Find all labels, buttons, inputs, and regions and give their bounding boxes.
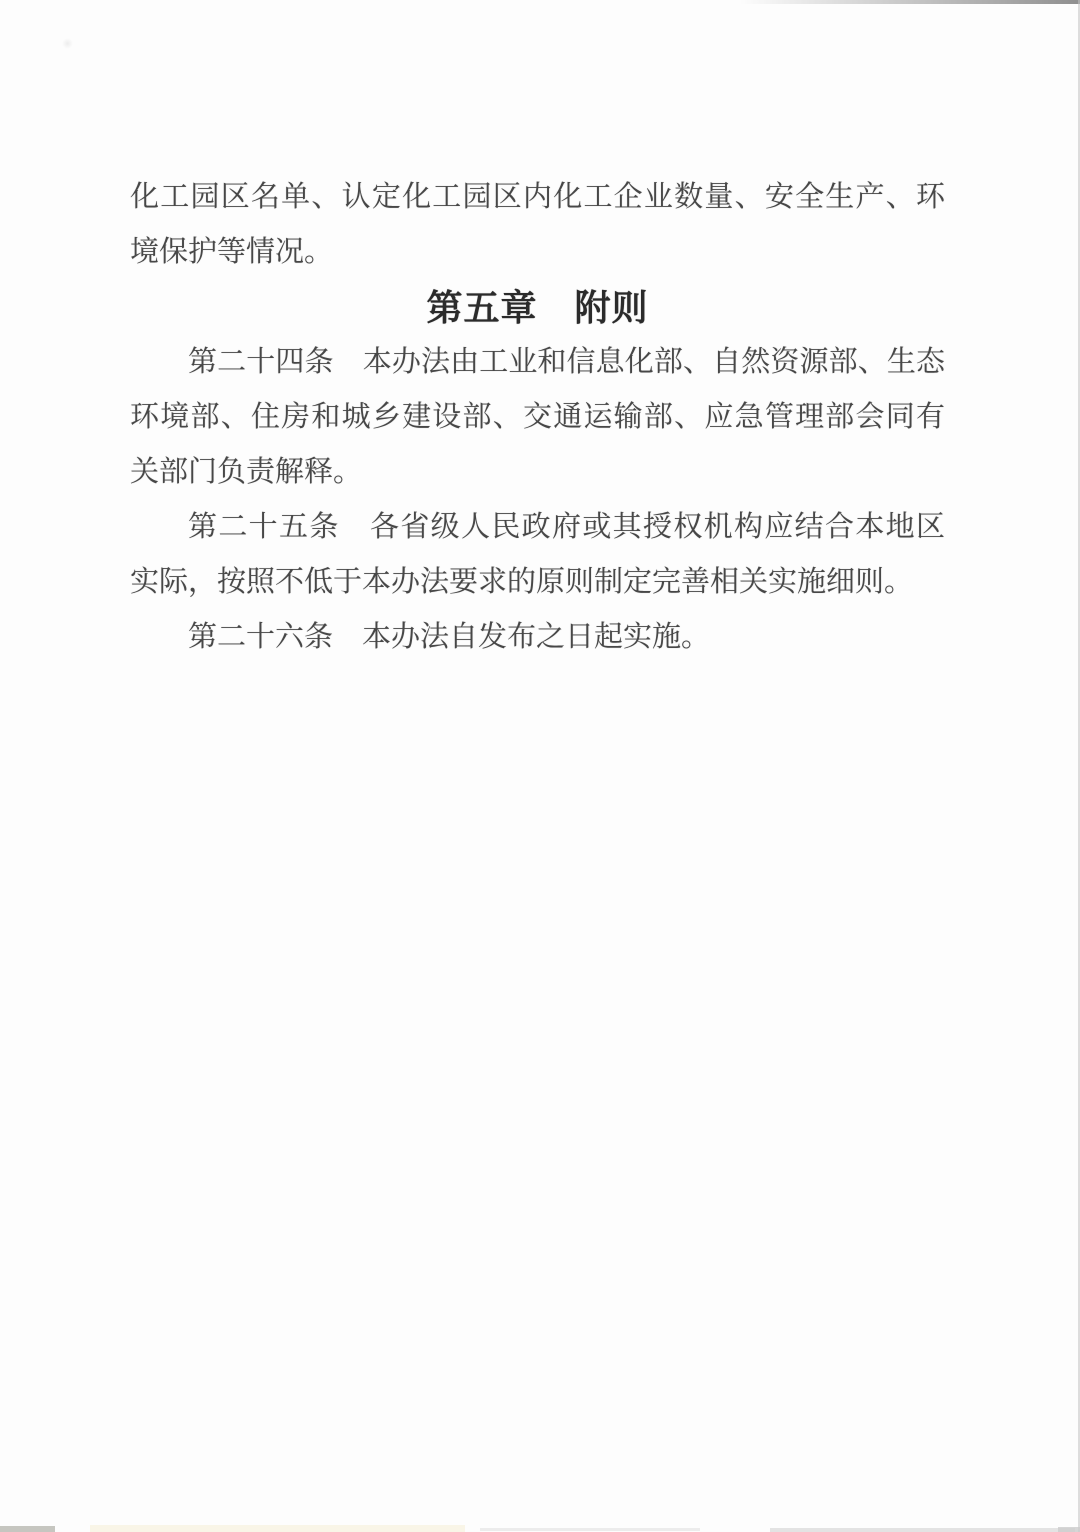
article-24-line-3: 关部门负责解释。 [130, 456, 363, 488]
article-25-line-2: 实际，按照不低于本办法要求的原则制定完善相关实施细则。 [130, 566, 914, 598]
article-24-line-1: 第二十四条 本办法由工业和信息化部、自然资源部、生态 [188, 346, 945, 378]
scan-smudge-top-left [62, 38, 73, 49]
scan-tick-bottom-right [1058, 1527, 1080, 1532]
scan-line-bottom-mid [480, 1528, 700, 1531]
paragraph-continuation-line-1: 化工园区名单、认定化工园区内化工企业数量、安全生产、环 [130, 181, 945, 213]
article-24-line-2: 环境部、住房和城乡建设部、交通运输部、应急管理部会同有 [130, 401, 945, 433]
scan-streak-top-right [740, 0, 1080, 4]
chapter-5-heading: 第五章 附则 [426, 287, 649, 328]
document-text-block [130, 170, 945, 665]
article-25-line-1: 第二十五条 各省级人民政府或其授权机构应结合本地区 [188, 511, 945, 543]
paragraph-continuation-line-2: 境保护等情况。 [130, 236, 334, 268]
scan-line-bottom-right [770, 1528, 1075, 1532]
scan-mark-bottom-left [0, 1526, 55, 1532]
scan-strip-bottom [90, 1525, 465, 1532]
article-26-line-1: 第二十六条 本办法自发布之日起实施。 [188, 621, 711, 653]
